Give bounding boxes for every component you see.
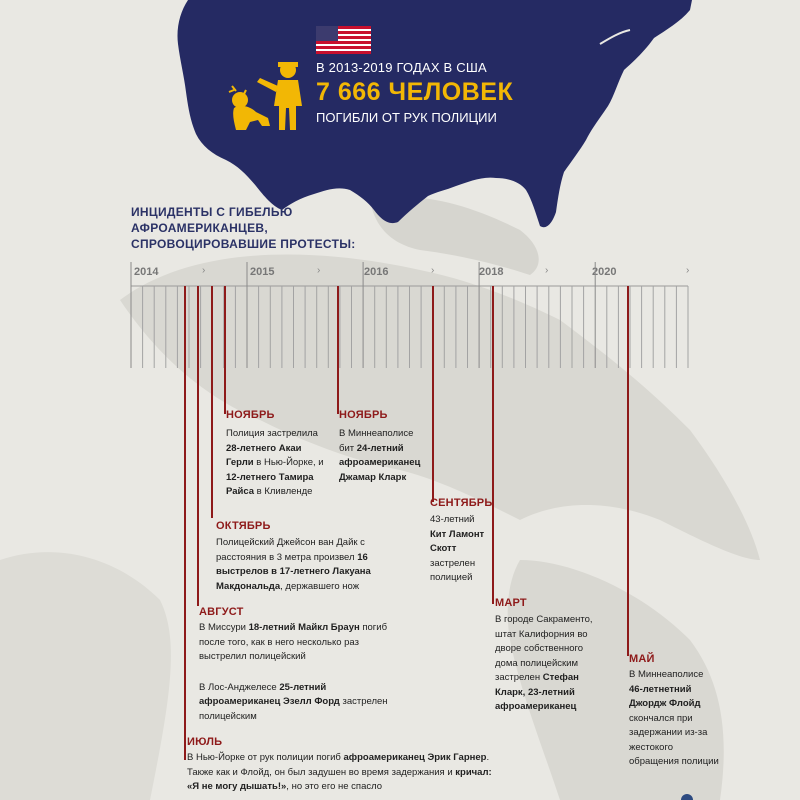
incident-description: Полицейский Джейсон ван Дайк с расстояния в 3 метра произвел 16 выстрелов в 17-летнего Лакуана Макдональда, державшего нож xyxy=(216,537,371,592)
incident-month: МАЙ xyxy=(629,653,655,665)
incident-line-oct2014 xyxy=(211,286,213,518)
incident-description: В городе Сакраменто, штат Калифорния во дворе собственного дома полицейским застрелен Стефан Кларк, 23-летний афроамериканец xyxy=(495,614,593,712)
header-total-deaths: 7 666 ЧЕЛОВЕК xyxy=(316,78,514,106)
incident-line-nov2015 xyxy=(337,286,339,414)
incident-description: В Миннеаполисе бит 24-летний афроамериканец Джамар Кларк xyxy=(339,428,421,483)
year-label-2020: 2020 xyxy=(592,266,617,278)
incident-description: 43-летний Кит Ламонт Скотт застрелен полицией xyxy=(430,514,485,583)
year-label-2015: 2015 xyxy=(250,266,275,278)
incident-nov-2014 xyxy=(226,409,336,500)
section-title: ИНЦИДЕНТЫ С ГИБЕЛЬЮ АФРОАМЕРИКАНЦЕВ, СПРОВОЦИРОВАВШИЕ ПРОТЕСТЫ: xyxy=(131,205,356,251)
timeline-ruler xyxy=(0,0,800,380)
incident-nov-2015 xyxy=(339,409,434,485)
incident-oct-2014 xyxy=(216,520,386,594)
chevron-right-icon: › xyxy=(431,265,435,276)
header-line1: В 2013-2019 ГОДАХ В США xyxy=(316,60,487,75)
year-label-2014: 2014 xyxy=(134,266,159,278)
incident-may-2020 xyxy=(629,653,729,770)
incident-month: НОЯБРЬ xyxy=(339,409,388,421)
incident-mar-2018 xyxy=(495,597,595,715)
incident-month: ОКТЯБРЬ xyxy=(216,520,271,532)
incident-line-jul2014 xyxy=(184,286,186,760)
incident-description: Полиция застрелила 28-летнего Акаи Герли в Нью-Йорке, и 12-летнего Тамира Райса в Кливленде xyxy=(226,428,324,497)
incident-jul-2014 xyxy=(187,736,507,795)
incident-description: В Миссури 18-летний Майкл Браун погиб после того, как в него несколько раз выстрелил полицейский В Лос-Анджелесе 25-летний афроамериканец Эзелл Форд застрелен полицейским xyxy=(199,622,388,722)
incident-month: СЕНТЯБРЬ xyxy=(430,497,493,509)
incident-month: ИЮЛЬ xyxy=(187,736,223,748)
incident-description: В Миннеаполисе 46-летнетний Джордж Флойд скончался при задержании из-за жестокого обращения полиции xyxy=(629,669,719,767)
chevron-right-icon: › xyxy=(545,265,549,276)
incident-sep-2016 xyxy=(430,497,500,586)
year-label-2016: 2016 xyxy=(364,266,389,278)
chevron-right-icon: › xyxy=(202,265,206,276)
incident-month: НОЯБРЬ xyxy=(226,409,275,421)
incident-month: МАРТ xyxy=(495,597,527,609)
incident-line-nov2014 xyxy=(224,286,226,414)
incident-aug-2014 xyxy=(199,606,409,724)
chevron-right-icon: › xyxy=(317,265,321,276)
incident-description: В Нью-Йорке от рук полиции погиб афроамериканец Эрик Гарнер. Также как и Флойд, он был задушен во время задержания и кричал: «Я не могу дышать!», но это его не спасло xyxy=(187,752,492,792)
chevron-right-icon: › xyxy=(686,265,690,276)
year-label-2018: 2018 xyxy=(479,266,504,278)
header-line2: ПОГИБЛИ ОТ РУК ПОЛИЦИИ xyxy=(316,110,497,125)
incident-month: АВГУСТ xyxy=(199,606,244,618)
incident-line-may2020 xyxy=(627,286,629,656)
incident-line-aug2014 xyxy=(197,286,199,606)
